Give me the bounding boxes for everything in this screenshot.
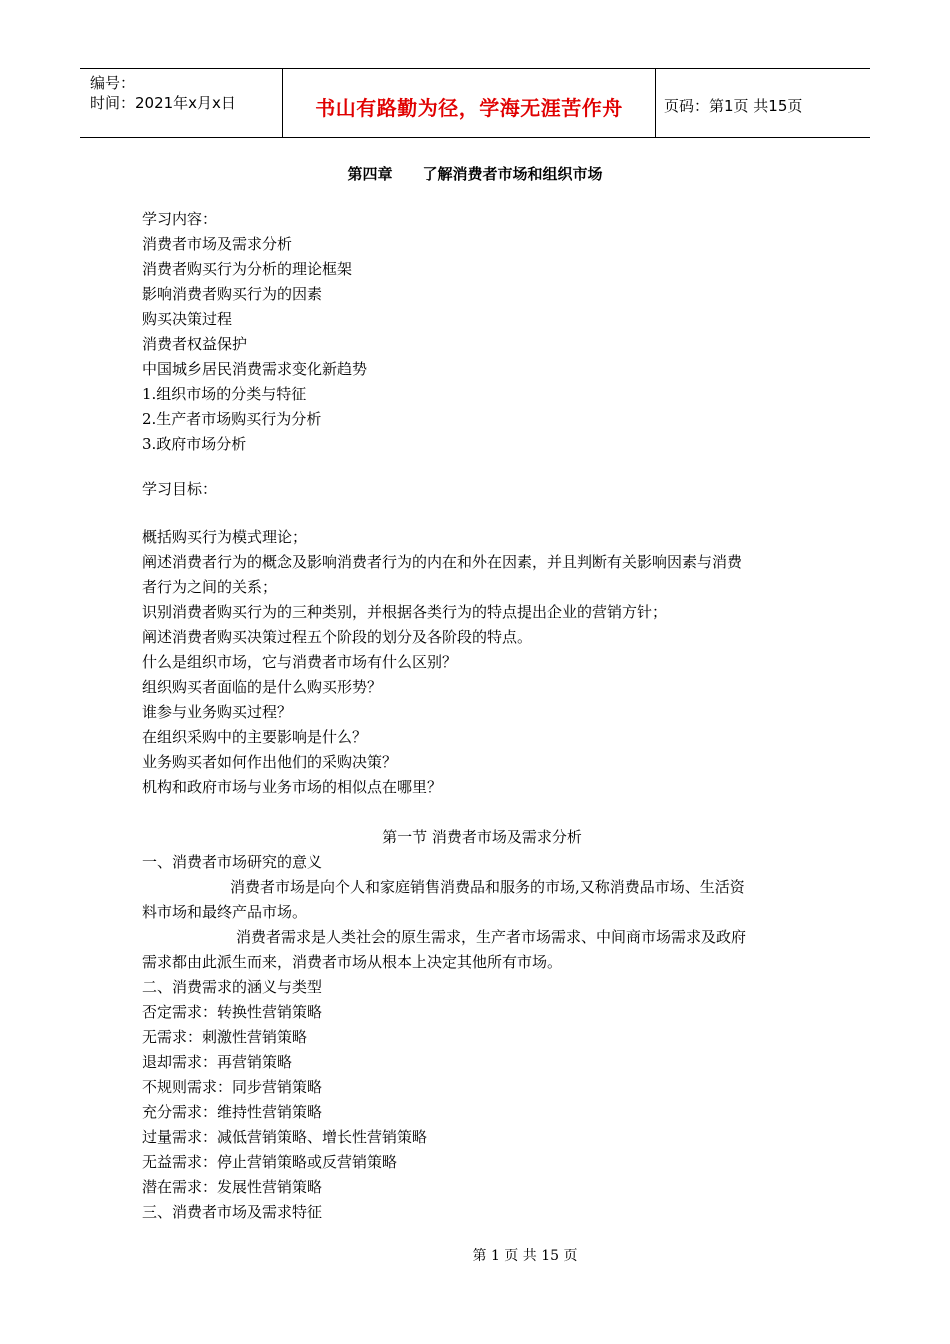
list-item: 阐述消费者购买决策过程五个阶段的划分及各阶段的特点。 (142, 628, 533, 646)
goal-items-list (142, 525, 822, 800)
list-item: 充分需求：维持性营销策略 (142, 1103, 323, 1121)
paragraph-1-line-2: 料市场和最终产品市场。 (142, 903, 308, 921)
list-item: 组织购买者面临的是什么购买形势？ (142, 678, 383, 696)
list-item: 机构和政府市场与业务市场的相似点在哪里？ (142, 778, 443, 796)
list-item: 过量需求：减低营销策略、增长性营销策略 (142, 1128, 428, 1146)
list-item: 业务购买者如何作出他们的采购决策？ (142, 753, 398, 771)
number-label: 编号： (90, 74, 136, 92)
list-item: 2.生产者市场购买行为分析 (142, 410, 322, 428)
list-item: 无益需求：停止营销策略或反营销策略 (142, 1153, 398, 1171)
section-title: 第一节 消费者市场及需求分析 (382, 828, 582, 846)
list-item: 1.组织市场的分类与特征 (142, 385, 307, 403)
list-item: 影响消费者购买行为的因素 (142, 285, 323, 303)
list-item: 在组织采购中的主要影响是什么？ (142, 728, 368, 746)
page-footer: 第 1 页 共 15 页 (472, 1248, 578, 1264)
header-page-cell (656, 69, 870, 137)
list-item: 概括购买行为模式理论； (142, 528, 308, 546)
list-item: 潜在需求：发展性营销策略 (142, 1178, 323, 1196)
paragraph-1-line-1: 消费者市场是向个人和家庭销售消费品和服务的市场,又称消费品市场、生活资 (230, 878, 745, 896)
list-item: 识别消费者购买行为的三种类别，并根据各类行为的特点提出企业的营销方针； (142, 603, 668, 621)
list-item: 消费者权益保护 (142, 335, 248, 353)
study-goal-label: 学习目标： (142, 480, 218, 498)
page-info: 页码：第1页 共15页 (664, 97, 803, 115)
study-items-list (142, 232, 822, 457)
subheading-3: 三、消费者市场及需求特征 (142, 1203, 323, 1221)
list-item: 阐述消费者行为的概念及影响消费者行为的内在和外在因素，并且判断有关影响因素与消费 (142, 553, 743, 571)
list-item: 否定需求：转换性营销策略 (142, 1003, 323, 1021)
study-content-label: 学习内容： (142, 210, 218, 228)
subheading-1: 一、消费者市场研究的意义 (142, 853, 323, 871)
list-item: 中国城乡居民消费需求变化新趋势 (142, 360, 368, 378)
paragraph-2-line-2: 需求都由此派生而来，消费者市场从根本上决定其他所有市场。 (142, 953, 563, 971)
list-item: 退却需求：再营销策略 (142, 1053, 293, 1071)
paragraph-2-line-1: 消费者需求是人类社会的原生需求，生产者市场需求、中间商市场需求及政府 (236, 928, 747, 946)
list-item: 消费者市场及需求分析 (142, 235, 293, 253)
list-item: 谁参与业务购买过程？ (142, 703, 293, 721)
header-meta-cell (80, 69, 283, 137)
header-motto-cell (283, 69, 656, 137)
time-label: 时间：2021年x月x日 (90, 94, 236, 112)
chapter-title: 第四章 了解消费者市场和组织市场 (347, 165, 603, 183)
list-item: 不规则需求：同步营销策略 (142, 1078, 323, 1096)
list-item: 无需求：刺激性营销策略 (142, 1028, 308, 1046)
document-header (80, 68, 870, 138)
subheading-2: 二、消费需求的涵义与类型 (142, 978, 323, 996)
motto: 书山有路勤为径，学海无涯苦作舟 (315, 96, 623, 120)
demand-items-list (142, 1000, 822, 1200)
document-body (142, 207, 822, 1225)
list-item: 购买决策过程 (142, 310, 233, 328)
list-item: 3.政府市场分析 (142, 435, 247, 453)
list-item: 消费者购买行为分析的理论框架 (142, 260, 353, 278)
list-item: 者行为之间的关系； (142, 578, 278, 596)
list-item: 什么是组织市场，它与消费者市场有什么区别？ (142, 653, 458, 671)
